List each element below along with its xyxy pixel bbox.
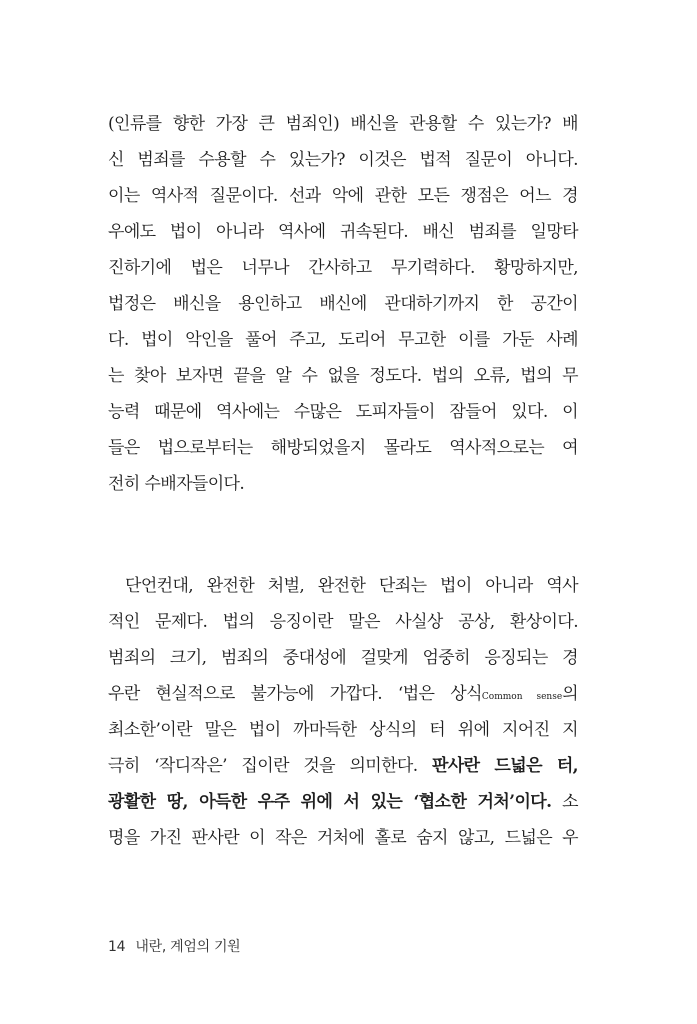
text-line: 능력 때문에 역사에는 수많은 도피자들이 잠들어 있다. 이	[108, 402, 578, 422]
text-line	[108, 784, 578, 820]
text-line: 는 찾아 보자면 끝을 알 수 없을 정도다. 법의 오류, 법의 무	[108, 366, 578, 386]
text-line: (인류를 향한 가장 큰 범죄인) 배신을 관용할 수 있는가? 배	[108, 114, 578, 134]
bold-emphasis: 광활한 땅, 아득한 우주 위에 서 있는 ‘협소한 거처’이다.	[108, 792, 552, 812]
text-line	[108, 676, 578, 712]
text-segment: 극히 ‘작디작은’ 집이란 것을 의미한다.	[108, 756, 432, 776]
text-line: 법정은 배신을 용인하고 배신에 관대하기까지 한 공간이	[108, 294, 578, 314]
text-line: 적인 문제다. 법의 응징이란 말은 사실상 공상, 환상이다.	[108, 612, 578, 632]
text-line: 범죄의 크기, 범죄의 중대성에 걸맞게 엄중히 응징되는 경	[108, 648, 578, 668]
text-line: 들은 법으로부터는 해방되었을지 몰라도 역사적으로는 여	[108, 438, 578, 458]
common-sense-note: Common sense	[481, 692, 563, 702]
text-line: 전히 수배자들이다.	[108, 474, 245, 494]
bold-emphasis: 판사란 드넓은 터,	[432, 756, 578, 776]
text-line: 단언컨대, 완전한 처벌, 완전한 단죄는 법이 아니라 역사	[125, 576, 578, 596]
text-line: 우에도 법이 아니라 역사에 귀속된다. 배신 범죄를 일망타	[108, 222, 578, 242]
paragraph-2	[108, 568, 578, 856]
text-segment: 소	[551, 792, 578, 812]
text-segment: 의	[562, 684, 578, 704]
text-line: 이는 역사적 질문이다. 선과 악에 관한 모든 쟁점은 어느 경	[108, 186, 578, 206]
text-line: 다. 법이 악인을 풀어 주고, 도리어 무고한 이를 가둔 사례	[108, 330, 578, 350]
text-line: 최소한’이란 말은 법이 까마득한 상식의 터 위에 지어진 지	[108, 720, 578, 740]
text-line: 명을 가진 판사란 이 작은 거처에 홀로 숨지 않고, 드넓은 우	[108, 828, 578, 848]
text-line: 신 범죄를 수용할 수 있는가? 이것은 법적 질문이 아니다.	[108, 150, 578, 170]
page-number: 14	[108, 939, 126, 955]
paragraph-1	[108, 106, 578, 502]
book-title: 내란, 계엄의 기원	[135, 939, 241, 955]
page-footer	[108, 936, 240, 956]
text-segment: 우란 현실적으로 불가능에 가깝다. ‘법은 상식	[108, 684, 482, 704]
text-line: 진하기에 법은 너무나 간사하고 무기력하다. 황망하지만,	[108, 258, 578, 278]
text-line	[108, 748, 578, 784]
